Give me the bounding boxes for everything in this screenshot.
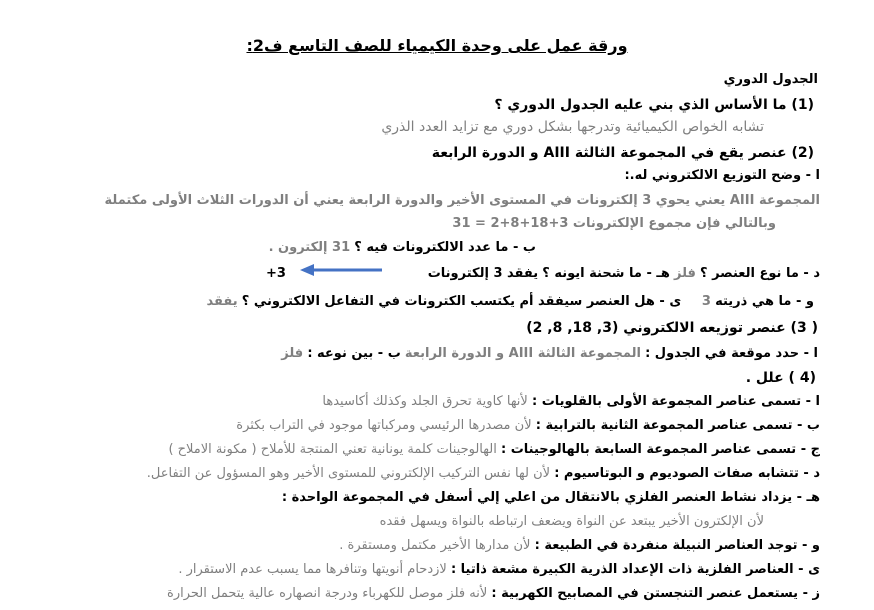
section-heading: الجدول الدوري — [723, 72, 818, 87]
ion-charge: +3 — [266, 266, 286, 281]
reason-answer: لأنه فلز موصل للكهرباء ودرجة انصهاره عالية يتحمل الحرارة — [167, 586, 488, 601]
reason-answer: لأن مصدرها الرئيسي ومركباتها موجود في التراب بكثرة — [236, 418, 532, 433]
reason-answer: لأن لها نفس التركيب الإلكتروني للمستوى الأخير وهو المسؤول عن التفاعل. — [146, 466, 551, 481]
question-3-parts — [281, 344, 818, 364]
part-d-answer: فلز — [673, 266, 696, 281]
part-y-prompt: ى - هل العنصر سيفقد أم يكتسب الكترونات في التفاعل الالكتروني ؟ — [241, 294, 682, 309]
part-b-prompt: ب - ما عدد الالكترونات فيه ؟ — [354, 240, 536, 255]
reason-prompt: ب - تسمى عناصر المجموعة الثانية بالترابية : — [535, 418, 820, 433]
question-3: ( 3) عنصر توزيعه الالكتروني (3, 18, 8, 2) — [526, 320, 818, 336]
list-item — [236, 416, 820, 436]
part-w-prompt: و - ما هي ذريته — [715, 294, 814, 309]
part-y-answer: يفقد — [206, 294, 238, 309]
reason-answer: لأن الإلكترون الأخير يبتعد عن النواة ويضعف ارتباطه بالنواة ويسهل فقده — [379, 514, 764, 529]
part-d-prompt: د - ما نوع العنصر ؟ — [700, 266, 820, 281]
part-w-answer: 3 — [701, 294, 711, 309]
list-item — [168, 440, 820, 460]
reason-answer: لأنها كاوية تحرق الجلد وكذلك أكاسيدها — [322, 394, 528, 409]
question-4: (4 ) علل . — [745, 370, 816, 386]
question-2-part-b — [269, 238, 536, 258]
list-item — [167, 584, 820, 604]
part-h-answer: يفقد 3 إلكترونات — [427, 266, 539, 281]
q3-part-a-prompt: ا - حدد موقعة في الجدول : — [645, 346, 818, 361]
arrow-left-icon — [300, 263, 384, 277]
reason-answer: الهالوجينات كلمة يونانية تعني المنتجة للأملاح ( مكونة الاملاح ) — [168, 442, 497, 457]
reason-prompt: هـ - يزداد نشاط العنصر الفلزي بالانتقال من اعلي إلي أسفل في المجموعة الواحدة : — [281, 490, 820, 505]
q3-part-b-prompt: ب - بين نوعه : — [307, 346, 401, 361]
question-2-part-w-y — [207, 292, 815, 312]
list-item — [339, 536, 820, 556]
question-1: (1) ما الأساس الذي بني عليه الجدول الدوري ؟ — [494, 97, 814, 113]
list-item — [178, 560, 820, 580]
reason-answer: لأن مدارها الأخير مكتمل ومستقرة . — [339, 538, 531, 553]
question-1-answer: تشابه الخواص الكيميائية وتدرجها بشكل دوري مع تزايد العدد الذري — [381, 119, 764, 135]
reason-prompt: ى - العناصر الفلزية ذات الإعداد الذرية الكبيرة مشعة ذاتيا : — [450, 562, 820, 577]
question-2: (2) عنصر يقع في المجموعة الثالثة AIII و الدورة الرابعة — [431, 145, 814, 161]
reason-prompt: ا - تسمى عناصر المجموعة الأولى بالقلويات : — [531, 394, 820, 409]
question-2-part-d-h — [428, 264, 820, 284]
q3-part-b-answer: فلز — [281, 346, 304, 361]
reason-prompt: د - تتشابه صفات الصوديوم و البوتاسيوم : — [554, 466, 820, 481]
list-item — [322, 392, 820, 412]
reason-answer: لازدحام أنويتها وتنافرها مما يسبب عدم الاستقرار . — [178, 562, 447, 577]
list-item — [147, 464, 820, 484]
reason-prompt: ز - يستعمل عنصر التنجستن في المصابيح الكهربية : — [491, 586, 820, 601]
question-2-part-a: ا - وضح التوزيع الالكتروني له.: — [624, 168, 820, 183]
part-h-prompt: هـ - ما شحنة ايونه ؟ — [542, 266, 670, 281]
q3-part-a-answer: المجموعة الثالثة AIII و الدورة الرابعة — [404, 346, 641, 361]
part-b-answer: 31 إلكترون . — [268, 240, 351, 255]
question-2-part-a-answer-2: وبالتالي فإن مجموع الإلكترونات 3+18+8+2 = 31 — [452, 216, 776, 231]
reason-prompt: ج - تسمى عناصر المجموعة السابعة بالهالوجينات : — [500, 442, 820, 457]
question-2-part-a-answer-1: المجموعة AIII يعني يحوي 3 إلكترونات في المستوى الأخير والدورة الرابعة يعني أن الدورات الثلاث الأولى مكتملة — [104, 193, 820, 208]
reason-prompt: و - توجد العناصر النبيلة منفردة في الطبيعة : — [534, 538, 820, 553]
page-title: ورقة عمل على وحدة الكيمياء للصف التاسع ف2: — [246, 36, 628, 55]
